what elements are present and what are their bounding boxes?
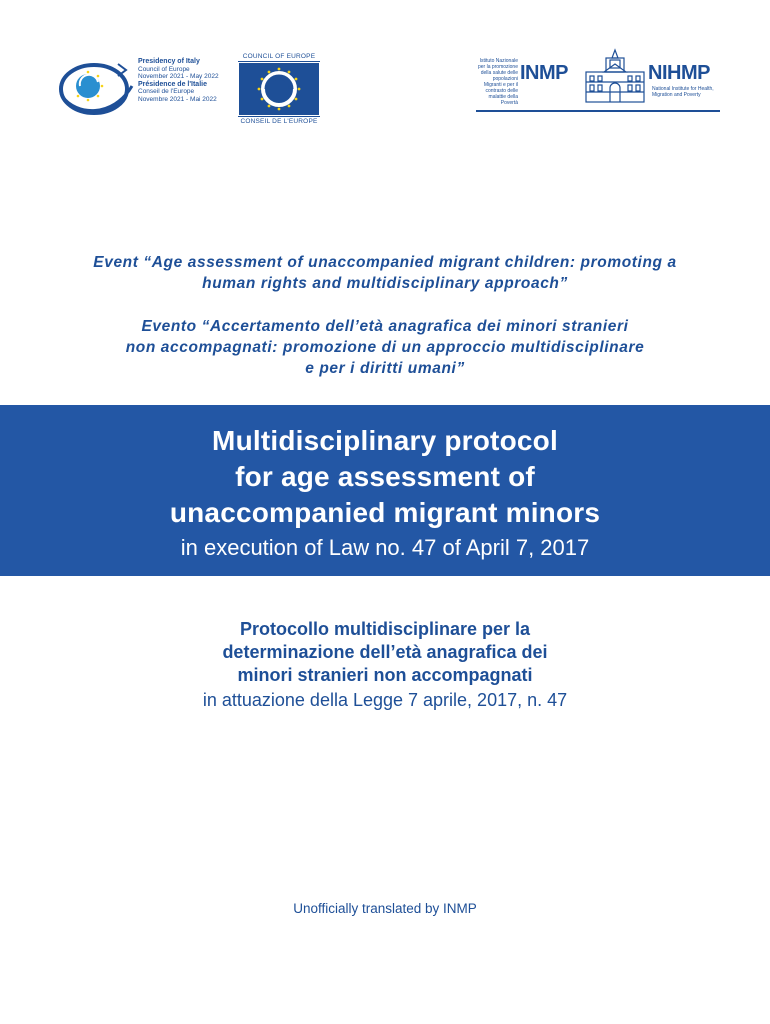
nihmp-description: National Institute for Health, Migration and Poverty <box>652 86 714 98</box>
italian-title-line: determinazione dell’età anagrafica dei <box>222 642 548 662</box>
nihmp-acronym: NIHMP <box>648 62 710 84</box>
italian-title-line: Protocollo multidisciplinare per la <box>239 619 531 639</box>
presidency-logo-group <box>58 48 328 128</box>
event-line: Event “Age assessment of unaccompanied migrant children: promoting a <box>93 254 677 271</box>
title-line: for age assessment of <box>235 461 535 492</box>
presidency-text <box>138 58 219 104</box>
italian-title <box>0 618 770 687</box>
document-subtitle: in execution of Law no. 47 of April 7, 2017 <box>180 535 590 560</box>
coe-bottom-label: CONSEIL DE L'EUROPE <box>238 116 320 126</box>
inmp-acronym: INMP <box>520 62 568 84</box>
inmp-logo-group <box>470 44 720 118</box>
presidency-line: Novembre 2021 - Mai 2022 <box>138 95 217 103</box>
event-line: Evento “Accertamento dell’età anagrafica dei minori stranieri <box>141 318 629 335</box>
presidency-line: Presidency of Italy <box>138 58 200 65</box>
italian-title-line: minori stranieri non accompagnati <box>237 665 533 685</box>
title-line: unaccompanied migrant minors <box>169 497 601 528</box>
title-line: Multidisciplinary protocol <box>212 425 558 456</box>
event-line: e per i diritti umani” <box>305 360 465 377</box>
presidency-emblem-icon <box>58 56 136 118</box>
title-banner <box>0 405 770 576</box>
presidency-line: Présidence de l'Italie <box>138 80 207 88</box>
italian-subtitle: in attuazione della Legge 7 aprile, 2017, n. 47 <box>202 690 568 710</box>
logo-divider <box>476 110 720 112</box>
building-icon <box>582 48 648 106</box>
translation-note: Unofficially translated by INMP <box>293 901 477 916</box>
coe-top-label: COUNCIL OF EUROPE <box>238 52 320 62</box>
coe-flag-icon <box>239 63 319 115</box>
inmp-description: Istituto Nazionale per la promozione della salute delle popolazioni Migranti e per il contrasto delle malattie della Povertà <box>477 58 518 106</box>
event-line: non accompagnati: promozione di un approccio multidisciplinare <box>125 339 645 356</box>
event-title-italian <box>0 316 770 379</box>
event-title-english <box>0 252 770 294</box>
presidency-line: Council of Europe <box>138 65 190 73</box>
event-line: human rights and multidisciplinary approach” <box>202 275 568 292</box>
council-of-europe-logo <box>238 52 320 126</box>
presidency-line: November 2021 - May 2022 <box>138 73 219 81</box>
document-title <box>0 405 770 531</box>
presidency-line: Conseil de l'Europe <box>138 88 195 96</box>
